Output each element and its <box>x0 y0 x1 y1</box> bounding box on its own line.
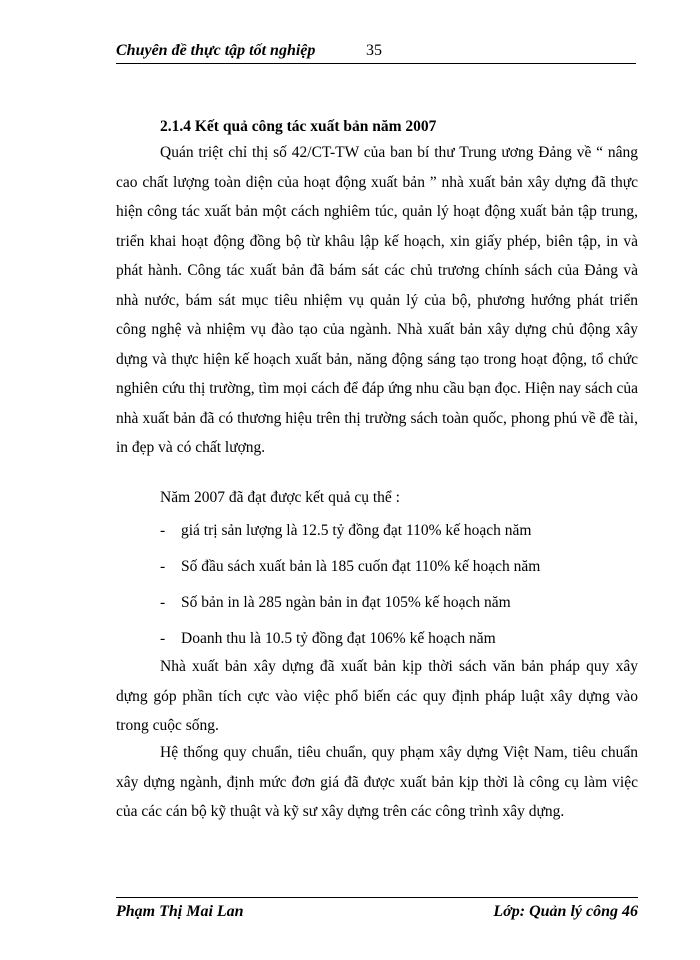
section-heading: 2.1.4 Kết quả công tác xuất bản năm 2007 <box>160 118 437 135</box>
list-item <box>116 549 638 585</box>
list-item-text: Số bản in là 285 ngàn bản in đạt 105% kế hoạch năm <box>181 594 511 611</box>
list-item-text: Số đầu sách xuất bản là 185 cuốn đạt 110% kế hoạch năm <box>181 558 541 575</box>
list-item <box>116 513 638 549</box>
footer-divider <box>116 897 638 898</box>
paragraph-legal-docs: Nhà xuất bản xây dựng đã xuất bản kịp thời sách văn bản pháp quy xây dựng góp phần tích cực vào việc phổ biến các quy định pháp luật xây dựng vào trong cuộc sống. <box>116 658 638 734</box>
results-list <box>116 513 638 657</box>
paragraph-standards: Hệ thống quy chuẩn, tiêu chuẩn, quy phạm xây dựng Việt Nam, tiêu chuẩn xây dựng ngành, định mức đơn giá đã được xuất bản kịp thời là công cụ làm việc của các cán bộ kỹ thuật và kỹ sư xây dựng trên các công trình xây dựng. <box>116 744 638 820</box>
bullet-dash: - <box>160 522 166 539</box>
page-footer <box>116 901 638 925</box>
class-name: Lớp: Quản lý công 46 <box>493 903 638 920</box>
bullet-dash: - <box>160 558 166 575</box>
author-name: Phạm Thị Mai Lan <box>116 903 244 920</box>
page-header <box>116 38 636 64</box>
paragraph-intro: Quán triệt chỉ thị số 42/CT-TW của ban bí thư Trung ương Đảng về “ nâng cao chất lượng toàn diện của hoạt động xuất bản ” nhà xuất bản xây dựng đã thực hiện công tác xuất bản một cách nghiêm túc, quản lý hoạt động xuất bản tập trung, triển khai hoạt động đồng bộ từ khâu lập kế hoạch, xin giấy phép, biên tập, in và phát hành. Công tác xuất bản đã bám sát các chủ trương chính sách của Đảng và nhà nước, bám sát mục tiêu nhiệm vụ quản lý của bộ, phương hướng phát triển công nghệ và nhiệm vụ đào tạo của ngành. Nhà xuất bản xây dựng chủ động xây dựng và thực hiện kế hoạch xuất bản, năng động sáng tạo trong hoạt động, tổ chức nghiên cứu thị trường, tìm mọi cách để đáp ứng nhu cầu bạn đọc. Hiện nay sách của nhà xuất bản đã có thương hiệu trên thị trường sách toàn quốc, phong phú về đề tài, in đẹp và có chất lượng. <box>116 144 638 456</box>
bullet-dash: - <box>160 594 166 611</box>
results-intro: Năm 2007 đã đạt được kết quả cụ thể : <box>160 489 400 506</box>
document-title: Chuyên đề thực tập tốt nghiệp <box>116 42 316 59</box>
header-divider <box>116 63 636 64</box>
list-item-text: Doanh thu là 10.5 tỷ đồng đạt 106% kế hoạch năm <box>181 630 496 647</box>
bullet-dash: - <box>160 630 166 647</box>
list-item-text: giá trị sản lượng là 12.5 tỷ đồng đạt 110% kế hoạch năm <box>181 522 532 539</box>
list-item <box>116 585 638 621</box>
page-number: 35 <box>366 42 382 59</box>
